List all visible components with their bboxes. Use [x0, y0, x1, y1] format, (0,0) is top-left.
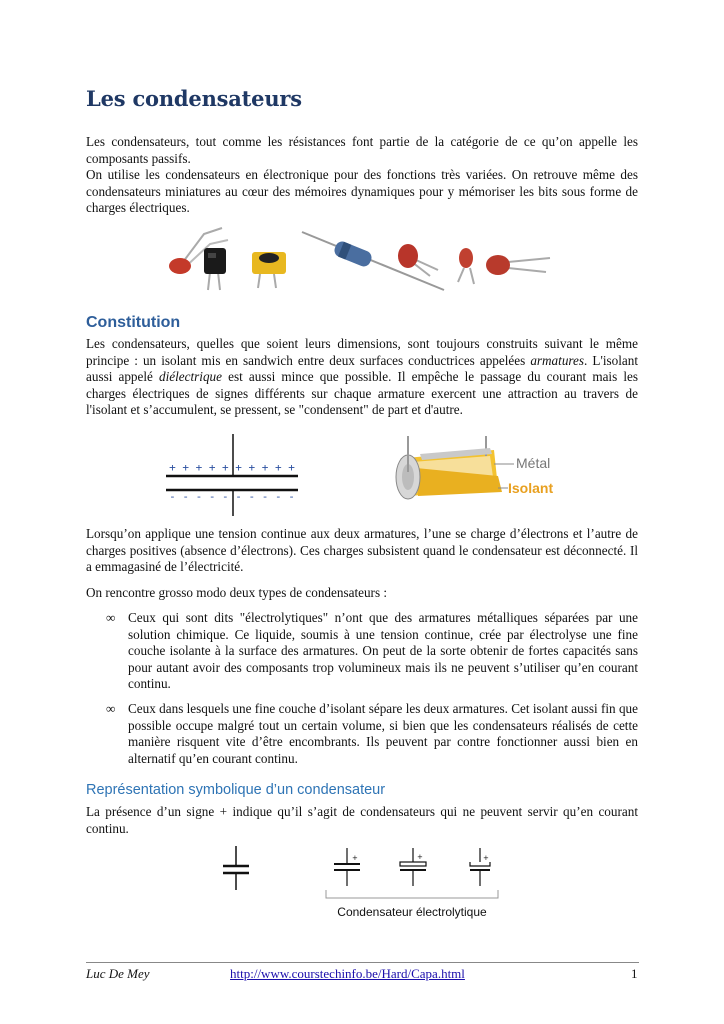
charge-diagram	[160, 434, 306, 516]
bullet-text-electrolytic: Ceux qui sont dits "électrolytiques" n’ont que des armatures métalliques séparées par une solution chimique. Ce liquide, soumis à une tension continue, crée par électrolyse une fine couche isolante à la surface des armatures. On peut de la sorte obtenir de fortes capacités sans pour autant avoir des composants trop volumineux mais ils ne peuvent s’utiliser qu’en courant continu.	[128, 610, 638, 692]
footer-url	[230, 966, 465, 982]
representation-paragraph: La présence d’un signe + indique qu’il s’agit de condensateurs qui ne peuvent servir qu’en courant continu.	[86, 804, 638, 836]
positive-charges: + + + + + + + + + +	[169, 461, 295, 474]
negative-charges: - - - - - - - - - -	[169, 490, 295, 503]
ceramic-capacitor-2	[398, 244, 438, 276]
intro-paragraph-1: Les condensateurs, tout comme les résistances font partie de la catégorie de ce qu’on appelle les composants passifs.	[86, 134, 638, 166]
rolled-capacitor-illustration	[390, 432, 570, 510]
svg-text:+: +	[483, 854, 489, 862]
constitution-text-a: Les condensateurs, quelles que soient leurs dimensions, sont toujours construits suivant le même principe : un isolant mis en sandwich entre deux surfaces conductrices appelées	[86, 336, 638, 368]
intro-paragraph-2: On utilise les condensateurs en électronique pour des fonctions très variées. On retrouve même des condensateurs miniatures au cœur des mémoires dynamiques pour y mémoriser les bits sous forme de charges électriques.	[86, 167, 638, 216]
list-item	[106, 701, 638, 767]
ceramic-capacitor-4	[486, 255, 550, 275]
section-heading-representation: Représentation symbolique d’un condensateur	[86, 782, 386, 798]
term-armatures: armatures	[530, 352, 585, 368]
constitution-text-c: est aussi mince que possible. Il empêche le passage du courant mais les charges électriques de signes différents sur chaque armature exercent une attraction au travers de l'isolant et s’accumulent, se pressent, se "condensent" de part et d'autre.	[86, 369, 638, 418]
page-title: Les condensateurs	[86, 86, 302, 111]
ceramic-capacitor-3	[458, 248, 474, 284]
constitution-paragraph-3: On rencontre grosso modo deux types de condensateurs :	[86, 585, 388, 600]
svg-text:+: +	[417, 853, 423, 861]
bullet-symbol: ∞	[106, 610, 116, 625]
capacitors-photo	[162, 218, 558, 294]
intro-text	[86, 134, 638, 217]
constitution-text-b: . L'isolant aussi appelé	[86, 352, 638, 385]
footer-author: Luc De Mey	[86, 966, 150, 981]
footer-link[interactable]: http://www.courstechinfo.be/Hard/Capa.html	[230, 966, 465, 981]
section-heading-constitution: Constitution	[86, 314, 181, 331]
list-item	[106, 610, 638, 693]
capacitor-symbol-electrolytic-2	[400, 848, 426, 886]
capacitor-symbol-electrolytic-1	[334, 848, 360, 886]
term-dielectrique: diélectrique	[159, 369, 222, 385]
label-isolant: Isolant	[508, 480, 554, 496]
label-metal: Métal	[516, 455, 551, 471]
constitution-paragraph-1	[86, 336, 638, 419]
capacitor-symbols	[220, 842, 510, 924]
svg-text:+: +	[352, 854, 358, 862]
footer-page-number: 1	[631, 966, 638, 981]
box-capacitor	[204, 248, 226, 290]
bullet-symbol: ∞	[106, 701, 116, 716]
trimmer-capacitor	[252, 252, 286, 288]
capacitor-symbol-electrolytic-3	[470, 848, 490, 886]
axial-capacitor	[302, 232, 444, 290]
capacitor-symbol-plain	[223, 846, 249, 890]
constitution-paragraph-2: Lorsqu’on applique une tension continue aux deux armatures, l’une se charge d’électrons et l’autre de charges positives (absence d’électrons). Ces charges subsistent quand le condensateur est déconnecté. Il a emmagasiné de l’électricité.	[86, 526, 638, 575]
symbol-caption: Condensateur électrolytique	[337, 905, 487, 919]
bullet-text-film: Ceux dans lesquels une fine couche d’isolant sépare les deux armatures. Cet isolant aussi fin que possible occupe malgré tout un certain volume, si bien que les condensateurs réalisés de cette manière risquent vite d’être encombrants. Ils peuvent par contre fonctionner aussi bien en alternatif qu’en courant continu.	[128, 701, 638, 766]
footer-divider	[86, 962, 639, 963]
